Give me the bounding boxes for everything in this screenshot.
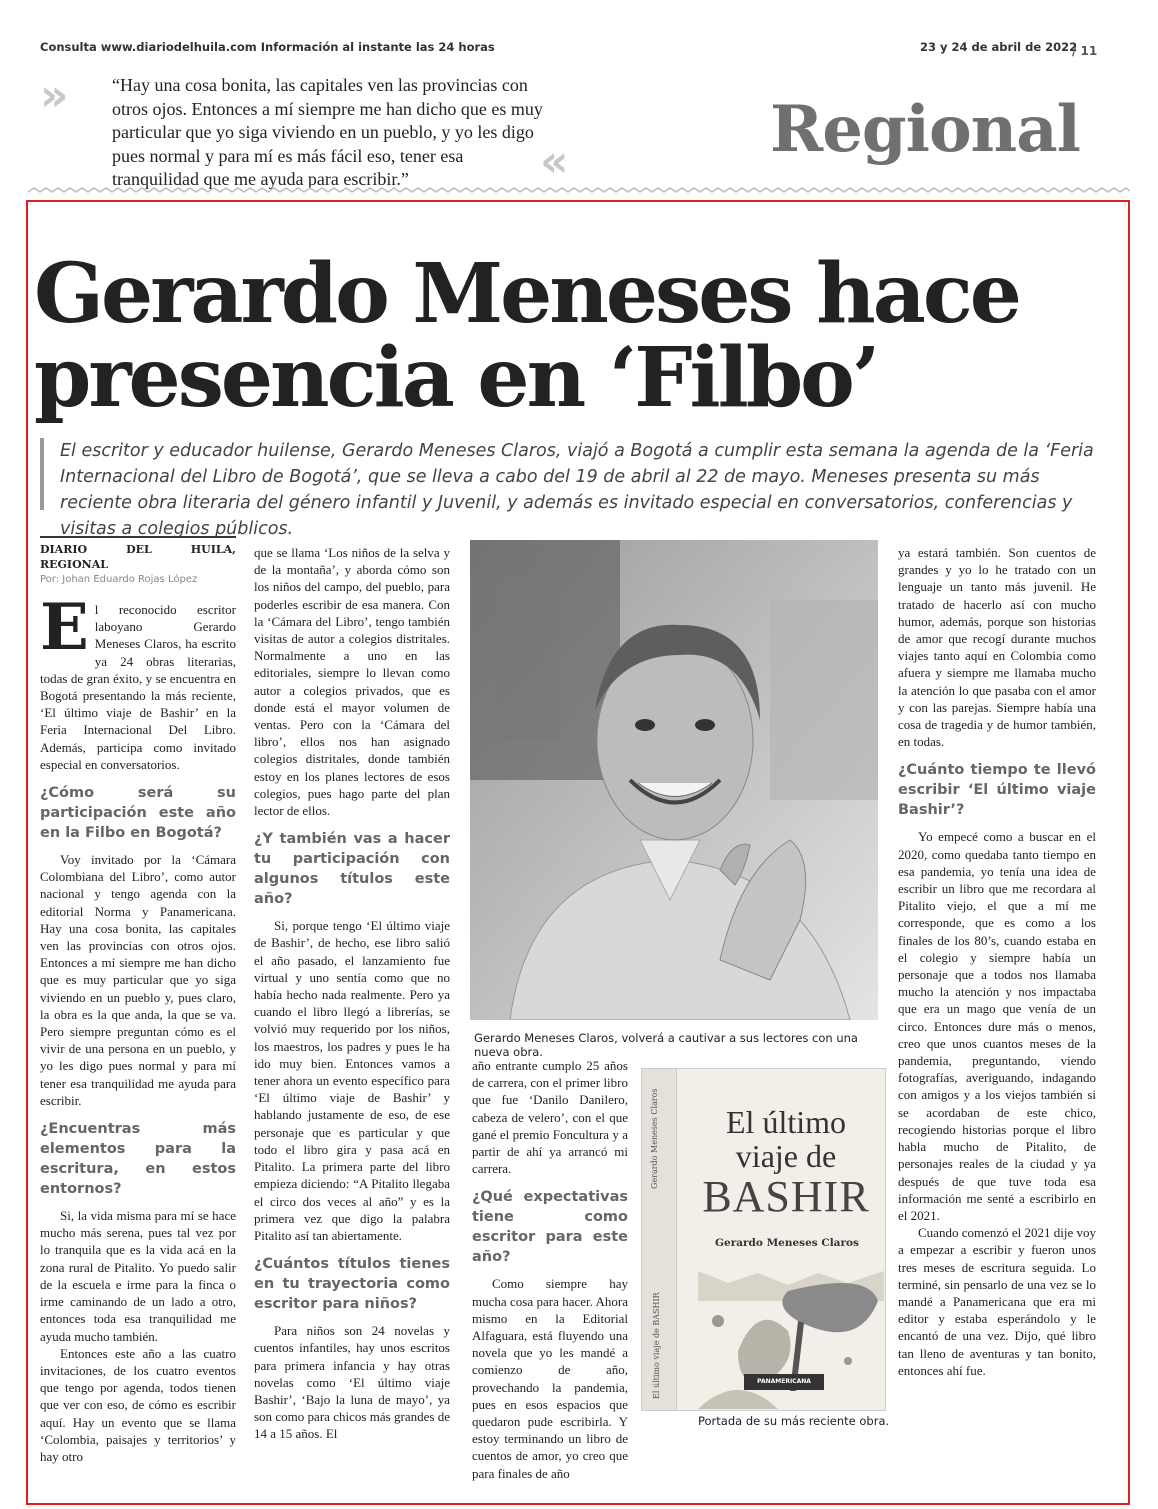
section-title: Regional <box>770 92 1080 167</box>
paragraph: ya estará también. Son cuentos de grandes y yo lo he tratado con un lenguaje un tanto más juvenil. He tratado de hacerlo así con mucho humor, además, porque son historias de amor que recogí durante muchos viajes tanto aquí en Colombia como afuera y siempre me llamaba mucho la atención lo que pasaba con el amor y con las parejas. Siempre había una cosa de tragedia y de humor también, en todas. <box>898 545 1096 750</box>
spine-author: Gerardo Meneses Claros <box>650 1088 659 1189</box>
paragraph: que se llama ‘Los niños de la selva y de la montaña’, y aborda cómo son los niños del campo, del pueblo, para poderles escribir de esa manera. Con la ‘Cámara del Libro’, tengo también visitas de autor a colegios distritales. Normalmente a uno en las editoriales, siempre lo llevan como autor a colegios privados, que es donde está el mayor volumen de ventas. Pero con la ‘Cámara del libro’, ellos nos han asignado colegios distritales, donde también estoy en los planes lectores de esos colegios, pues hago parte del plan lector de ellos. <box>254 545 450 819</box>
article-headline: Gerardo Meneses hace presencia en ‘Filbo’ <box>34 246 1019 426</box>
pull-quote: “Hay una cosa bonita, las capitales ven las provincias con otros ojos. Entonces a mí siempre me han dicho que es muy particular que yo siga viviendo en un pueblo, y yo les digo pues normal y para mí es más fácil eso, tener esa tranquilidad que me ayuda para escribir.” <box>112 75 543 189</box>
paragraph: Cuando comenzó el 2021 dije voy a empezar a escribir y fueron unos tres meses de escritura seguida. Lo terminé, sin pensarlo de una vez se lo mandé a Panamericana que era mi editor y estaba esperándolo y le encantó de una vez. Dijo, qué libro tan lleno de aventuras y tan bonito, entonces ahí fue. <box>898 1225 1096 1378</box>
article-column-4 <box>898 544 1096 1379</box>
paragraph: Yo empecé como a buscar en el 2020, como quedaba tanto tiempo en esa pandemia, yo tenía una idea de escribir un libro que me recordara al Pitalito viejo, el que a mí me corresponde, que es como a los finales de los 80’s, cuando estaba en el colegio y siempre había un personaje que a todos nos llamaba mucho la atención y nos impactaba que era un mago que venía de un circo. Entonces dure más o menos, creo que unos cuantos meses de la pandemia, preguntando, viendo fotografías, averiguando, indagando con amigos y a los viejos también si se acordaban de este chico, recogiendo historias porque el libro habla mucho de Pitalito, de personajes reales de la ciudad y ya después de que tuve toda esa información me senté a escribirlo en el 2021. <box>898 829 1096 1223</box>
paragraph: Para niños son 24 novelas y cuentos infantiles, hay unos escritos para primera infancia y hay otras novelas como ‘El último viaje Bashir’, ‘Bajo la luna de mayo’, ya son como para chicos más grandes de 14 a 15 años. El <box>254 1323 450 1442</box>
publisher-logo: PANAMERICANA <box>744 1374 824 1390</box>
article-column-1 <box>40 536 236 1465</box>
book-title-line-3: BASHIR <box>702 1172 870 1221</box>
quote-open-chevron-icon: » <box>40 70 59 121</box>
quote-close-chevron-icon: « <box>540 136 559 187</box>
article-column-2 <box>254 544 450 1443</box>
paragraph: El reconocido escritor laboyano Gerardo Meneses Claros, ha escrito ya 24 obras literarias, todas de gran éxito, y se encuentra en Bogotá presentando la más reciente, ‘El último viaje de Bashir’ en la Feria Internacional Del Libro. Además, participa como invitado especial en conversatorios. <box>40 590 236 772</box>
paragraph: Si, la vida misma para mí se hace mucho más serena, pues tal vez por lo tranquila que es la vida acá en la zona rural de Pitalito. Yo puedo salir de la escuela e irme para la finca o irme caminando de un lado a otro, entonces toda esa tranquilidad me ayuda mucho también. <box>40 1208 236 1344</box>
paragraph: Como siempre hay mucha cosa para hacer. Ahora mismo en la Editorial Alfaguara, está fluyendo una novela que yo les mandé a comienzo de año, provechando la pandemia, pues en esos espacios que quedaron pude escribirla. Y estoy terminando un libro de cuentos de amor, yo creo que para finales de año <box>472 1276 628 1481</box>
spine-title: El último viaje de BASHIR <box>652 1292 661 1399</box>
paragraph: Si, porque tengo ‘El último viaje de Bashir’, de hecho, ese libro salió el año pasado, el lanzamiento fue virtual y uno sentía como que no había hecho nada realmente. Pero ya cuando el libro llegó a librerías, se volvió muy requerido por los niños, los maestros, los padres y pues le ha ido muy bien. Entonces vamos a tener ahora un evento específico para ‘El último viaje de Bashir’ y hablando justamente de eso, de ese personaje que es particular y que todo el libro gira y pasa acá en Pitalito. La primera parte del libro empieza diciendo: “A Pitalito llegaba el circo dos veces al año” y es la primera vez que digo la palabra Pitalito así tan abiertamente. <box>254 918 450 1243</box>
drop-cap: E <box>40 590 89 665</box>
article-column-3 <box>472 1057 628 1482</box>
book-author: Gerardo Meneses Claros <box>715 1237 859 1249</box>
header-date: 23 y 24 de abril de 2022 <box>920 40 1078 54</box>
paragraph: Voy invitado por la ‘Cámara Colombiana del Libro’, como autor nacional y tengo agenda con la editorial Norma y Panamericana. Hay una cosa bonita, las capitales ven las provincias con otros ojos. Entonces a mí siempre me han dicho que es muy particular que yo siga viviendo en un pueblo y, pues claro, la obra es la que anda, la que se va. Pero siempre preguntan cómo es el vivir de una persona en un pueblo, y yo les digo pues normal y para mí tener esa tranquilidad me ayuda para escribir. <box>40 852 236 1108</box>
byline <box>40 536 236 587</box>
author-portrait-illustration <box>470 540 878 1020</box>
book-caption: Portada de su más reciente obra. <box>698 1414 890 1428</box>
decorative-divider <box>28 186 1130 194</box>
byline-author: Por: Johan Eduardo Rojas López <box>40 574 198 585</box>
page-number: / 11 <box>1072 44 1098 58</box>
author-photo <box>470 540 878 1020</box>
article-lead: El escritor y educador huilense, Gerardo Meneses Claros, viajó a Bogotá a cumplir esta semana la agenda de la ‘Feria Internacional del Libro de Bogotá’, que se lleva a cabo del 19 de abril al 22 de mayo. Meneses presenta su más reciente obra literaria del género infantil y Juvenil, y además es invitado especial en conversatorios, conferencias y visitas a colegios públicos. <box>40 438 1100 510</box>
byline-source: DIARIO DEL HUILA, REGIONAL <box>40 543 236 571</box>
header-website-line: Consulta www.diariodelhuila.com Información al instante las 24 horas <box>40 40 495 54</box>
photo-caption: Gerardo Meneses Claros, volverá a cautivar a sus lectores con una nueva obra. <box>474 1031 858 1059</box>
paragraph: Entonces este año a las cuatro invitaciones, de los cuatro eventos que tengo por agenda, todos tienen que ver con eso, de cómo es escribir aquí. Hay un evento que se llama ‘Colombia, paisajes y territorios’ y hay otro <box>40 1345 236 1464</box>
interview-question: ¿Encuentras más elementos para la escritura, en estos entornos? <box>40 1121 236 1198</box>
interview-question: ¿Qué expectativas tiene como escritor para este año? <box>472 1189 628 1266</box>
book-title-line-1: El último viaje de <box>726 1104 846 1174</box>
paragraph: año entrante cumplo 25 años de carrera, con el primer libro que fue ‘Danilo Danilero, cabeza de velero’, con el que gané el premio Foncultura y a partir de ahí ya arrancó mi carrera. <box>472 1058 628 1177</box>
interview-question: ¿Y también vas a hacer tu participación con algunos títulos este año? <box>254 831 450 908</box>
interview-question: ¿Cuánto tiempo te llevó escribir ‘El último viaje Bashir’? <box>898 762 1096 819</box>
interview-question: ¿Cómo será su participación este año en la Filbo en Bogotá? <box>40 785 236 842</box>
interview-question: ¿Cuántos títulos tienes en tu trayectoria como escritor para niños? <box>254 1256 450 1313</box>
book-cover-image <box>641 1068 886 1411</box>
